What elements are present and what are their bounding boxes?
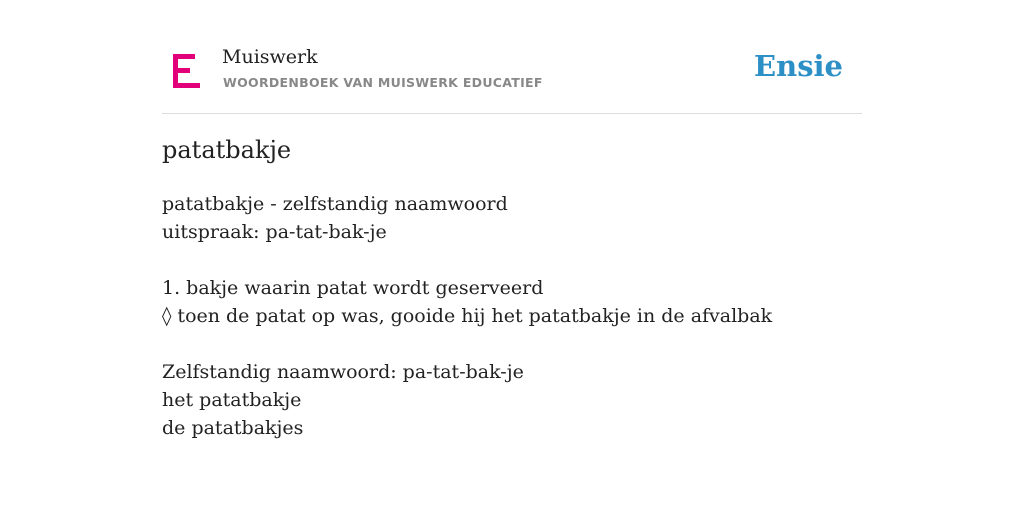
example-line: ◊ toen de patat op was, gooide hij het patatbakje in de afvalbak: [162, 305, 773, 327]
logo-bar-middle: [173, 68, 190, 73]
spacer: [162, 246, 862, 274]
logo-bar-bottom: [173, 83, 200, 88]
site-header: [162, 40, 862, 114]
singular-form-line: het patatbakje: [162, 389, 302, 411]
brand-name[interactable]: Muiswerk: [222, 46, 318, 68]
brand-subtitle: WOORDENBOEK VAN MUISWERK EDUCATIEF: [223, 75, 543, 90]
ensie-logo[interactable]: Ensie: [754, 49, 843, 83]
grammar-line: Zelfstandig naamwoord: pa-tat-bak-je: [162, 361, 524, 383]
muiswerk-logo-icon[interactable]: [173, 54, 200, 88]
pronunciation-line: uitspraak: pa-tat-bak-je: [162, 221, 387, 243]
definition-line: 1. bakje waarin patat wordt geserveerd: [162, 277, 544, 299]
dictionary-entry: [162, 190, 862, 442]
page-title: patatbakje: [162, 136, 292, 164]
spacer: [162, 330, 862, 358]
plural-form-line: de patatbakjes: [162, 417, 304, 439]
headword-line: patatbakje - zelfstandig naamwoord: [162, 193, 508, 215]
